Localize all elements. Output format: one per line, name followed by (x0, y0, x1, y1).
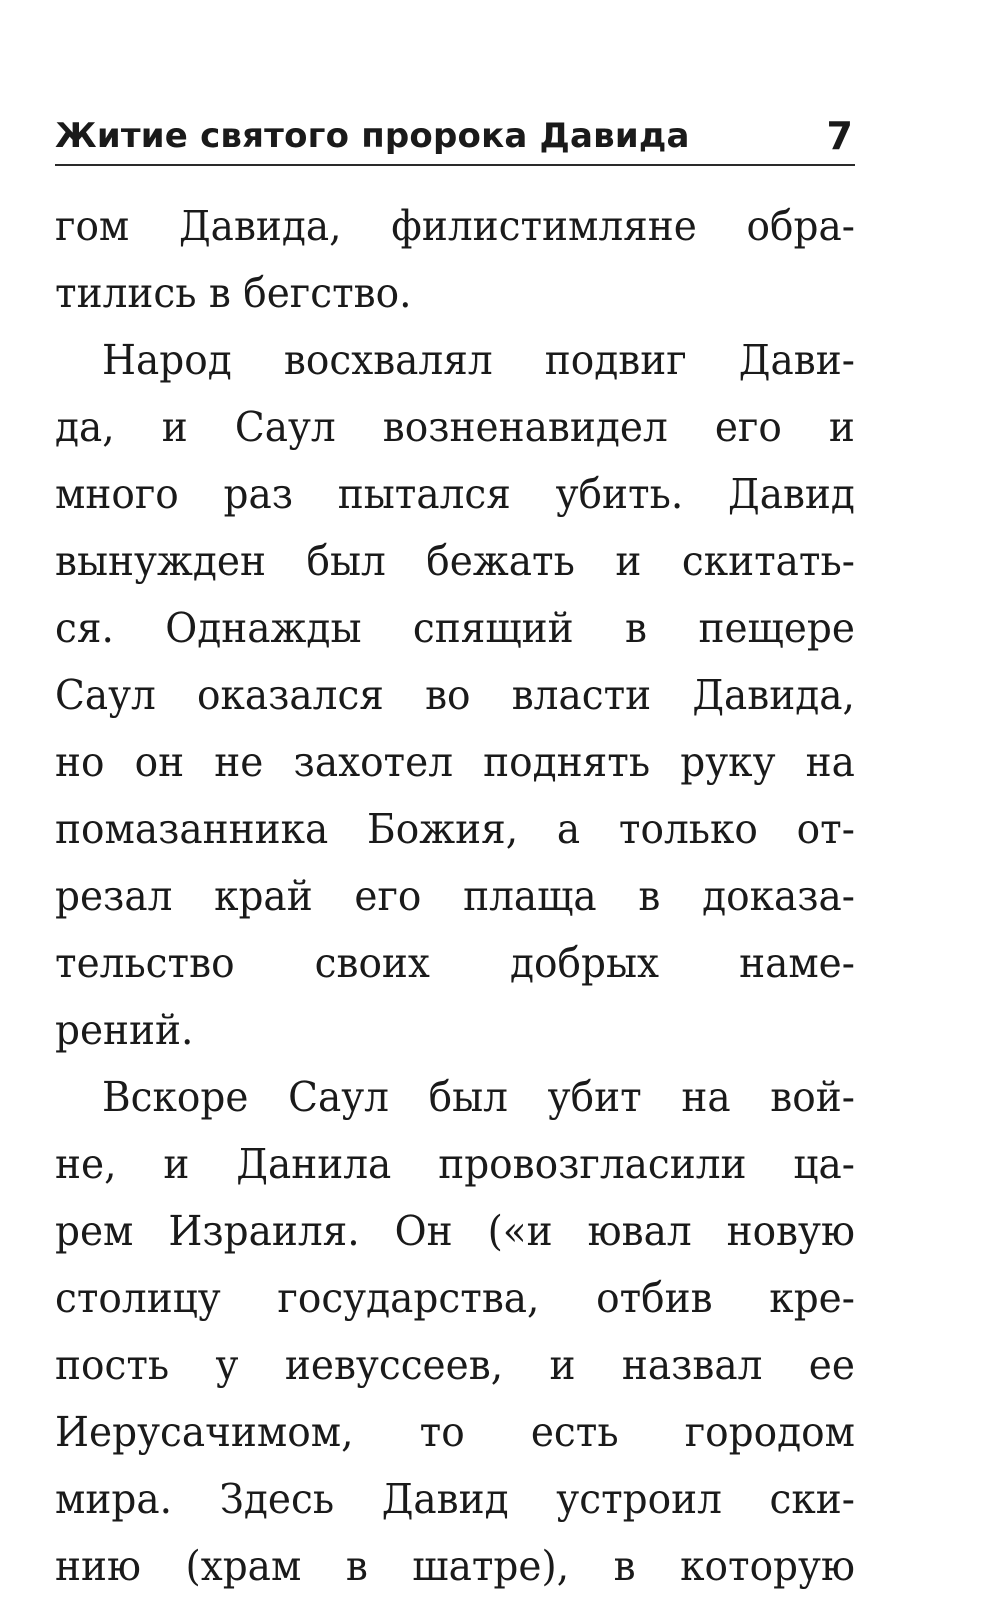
text-line: да, и Саул возненавидел его и (55, 402, 855, 451)
header-rule (55, 164, 855, 166)
text-line: рений. (55, 1005, 194, 1054)
text-line: Вскоре Саул был убит на вой- (102, 1072, 855, 1121)
text-line: Саул оказался во власти Давида, (55, 670, 855, 719)
text-line: резал край его плаща в доказа- (55, 871, 855, 920)
running-header (55, 108, 855, 166)
text-line: рем Израиля. Он («и ювал новую (55, 1206, 855, 1255)
text-line: Народ восхвалял подвиг Дави- (102, 335, 855, 384)
text-line: но он не захотел поднять руку на (55, 737, 855, 786)
text-line: тельство своих добрых наме- (55, 938, 855, 987)
body-text (55, 192, 855, 1599)
text-line: много раз пытался убить. Давид (55, 469, 855, 518)
text-line: вынужден был бежать и скитать- (55, 536, 855, 585)
text-line: ся. Однажды спящий в пещере (55, 603, 855, 652)
text-line: тились в бегство. (55, 268, 412, 317)
text-line: помазанника Божия, а только от- (55, 804, 855, 853)
running-title: Житие святого пророка Давида (55, 116, 690, 156)
text-line: мира. Здесь Давид устроил ски- (55, 1474, 855, 1523)
text-line: пость у иевуссеев, и назвал ее (55, 1340, 855, 1389)
text-line: не, и Данила провозгласили ца- (55, 1139, 855, 1188)
text-line: нию (храм в шатре), в которую (55, 1541, 855, 1590)
text-line: гом Давида, филистимляне обра- (55, 201, 855, 250)
text-line: Иерусачимом, то есть городом (55, 1407, 855, 1456)
text-line: столицу государства, отбив кре- (55, 1273, 855, 1322)
page-number: 7 (826, 114, 853, 158)
